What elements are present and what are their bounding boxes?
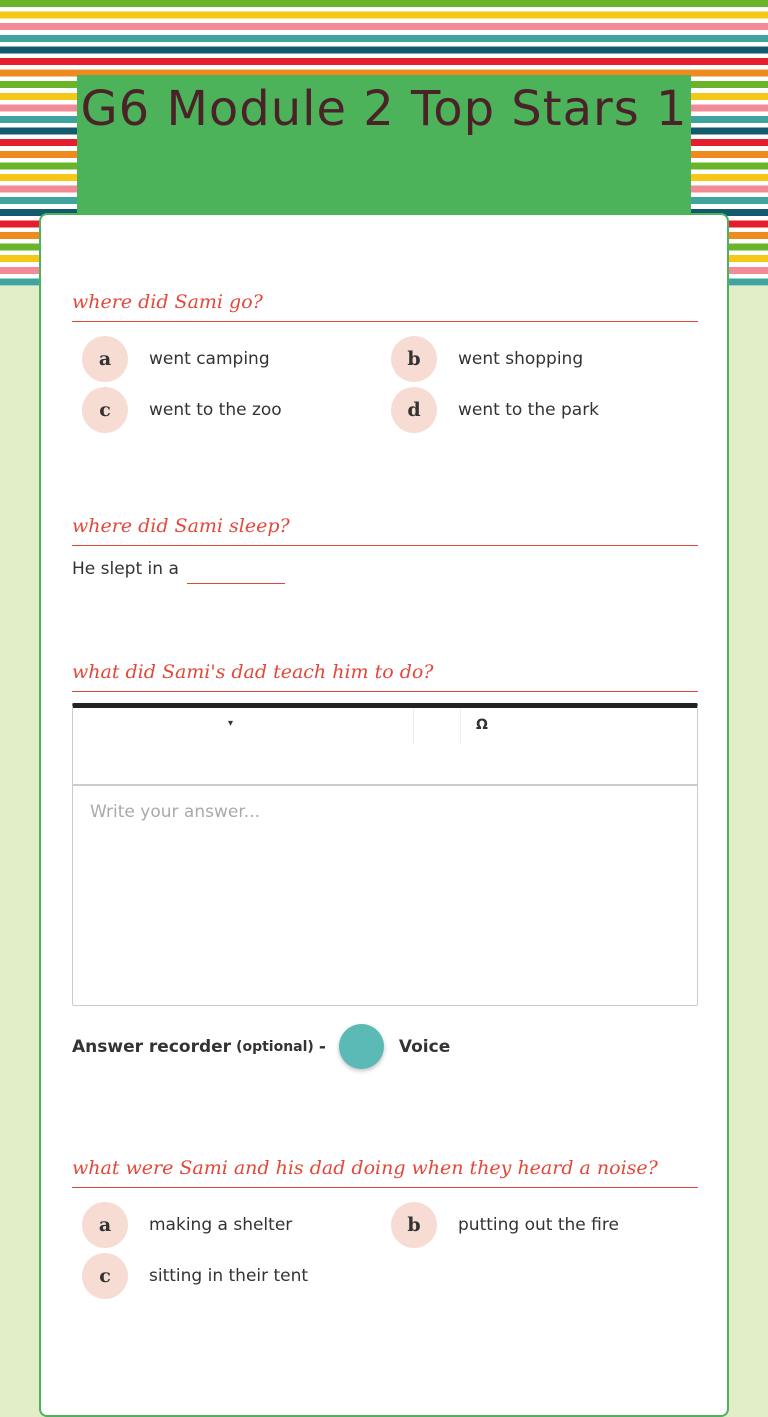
- recorder-optional: (optional): [236, 1038, 314, 1055]
- worksheet-card: [39, 213, 729, 1417]
- option-letter: c: [82, 387, 128, 433]
- question-3: [72, 661, 698, 1069]
- question-2: [72, 515, 698, 584]
- fill-in-sentence: [72, 559, 698, 584]
- option-text: went to the zoo: [149, 400, 282, 420]
- page-title: G6 Module 2 Top Stars 1: [80, 81, 688, 137]
- option-a[interactable]: [82, 1203, 391, 1247]
- option-letter: a: [82, 1202, 128, 1248]
- question-title: what were Sami and his dad doing when they heard a noise?: [72, 1157, 698, 1188]
- question-4: [72, 1157, 698, 1298]
- option-c[interactable]: [82, 1254, 391, 1298]
- recorder-dash: -: [318, 1036, 326, 1057]
- option-text: went shopping: [458, 349, 584, 369]
- option-d[interactable]: [391, 388, 700, 432]
- option-text: putting out the fire: [458, 1215, 619, 1235]
- option-letter: b: [391, 336, 437, 382]
- editor-toolbar: [73, 708, 697, 786]
- option-c[interactable]: [82, 388, 391, 432]
- title-banner: [77, 75, 691, 216]
- special-character-icon[interactable]: Ω: [476, 717, 488, 733]
- question-title: where did Sami go?: [72, 291, 698, 322]
- answer-textarea-placeholder[interactable]: Write your answer...: [90, 802, 260, 822]
- rich-text-editor: [72, 703, 698, 1006]
- recorder-label: Answer recorder: [72, 1036, 232, 1057]
- question-1: [72, 291, 698, 432]
- option-a[interactable]: [82, 337, 391, 381]
- option-letter: c: [82, 1253, 128, 1299]
- toolbar-button[interactable]: [414, 708, 461, 744]
- format-dropdown[interactable]: [73, 708, 414, 744]
- fill-prompt: He slept in a: [72, 559, 179, 579]
- option-text: sitting in their tent: [149, 1266, 309, 1286]
- option-text: making a shelter: [149, 1215, 293, 1235]
- chevron-down-icon: ▾: [228, 718, 234, 729]
- blank-input[interactable]: [187, 565, 285, 584]
- option-text: went camping: [149, 349, 270, 369]
- option-letter: d: [391, 387, 437, 433]
- answer-recorder: [72, 1024, 698, 1069]
- question-title: what did Sami's dad teach him to do?: [72, 661, 698, 692]
- option-text: went to the park: [458, 400, 600, 420]
- question-title: where did Sami sleep?: [72, 515, 698, 546]
- voice-label: Voice: [398, 1036, 451, 1057]
- option-letter: b: [391, 1202, 437, 1248]
- option-b[interactable]: [391, 1203, 700, 1247]
- option-b[interactable]: [391, 337, 700, 381]
- option-letter: a: [82, 336, 128, 382]
- record-button[interactable]: [339, 1024, 384, 1069]
